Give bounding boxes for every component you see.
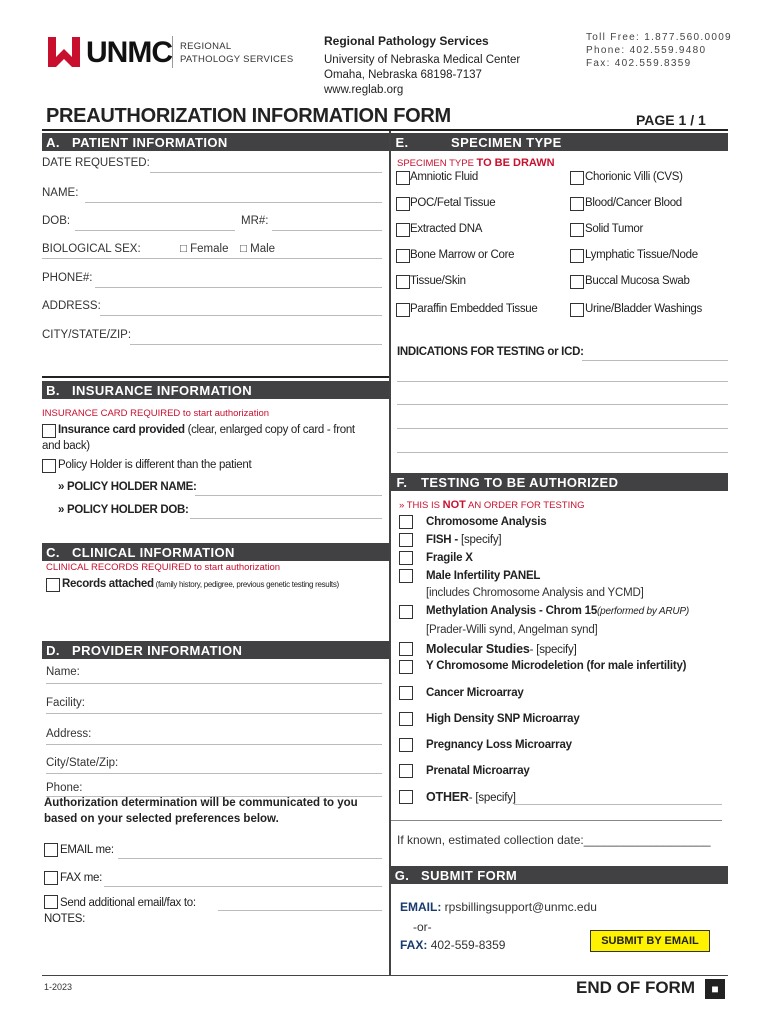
fragile-x-label: Fragile X <box>426 552 473 564</box>
specimen-label: Chorionic Villi (CVS) <box>585 171 683 183</box>
specimen-checkbox[interactable] <box>396 275 410 289</box>
auth-note-line-2: based on your selected preferences below. <box>44 813 279 825</box>
phone-field[interactable] <box>95 287 382 288</box>
records-bold: Records attached <box>62 578 154 590</box>
fax-me-label: FAX me: <box>60 872 102 884</box>
notes-label: NOTES: <box>44 913 86 925</box>
end-of-form: END OF FORM <box>576 978 695 997</box>
section-letter: C. <box>46 544 60 560</box>
section-c-header <box>42 543 389 561</box>
section-title: PATIENT INFORMATION <box>72 134 228 150</box>
specimen-checkbox[interactable] <box>396 171 410 185</box>
specimen-label: Tissue/Skin <box>410 275 466 287</box>
provider-name-label: Name: <box>46 666 80 678</box>
address-field[interactable] <box>100 315 382 316</box>
policy-holder-name-label: » POLICY HOLDER NAME: <box>58 481 197 493</box>
methylation-name: Methylation Analysis - Chrom 15 <box>426 605 598 617</box>
provider-city-label: City/State/Zip: <box>46 757 119 769</box>
methylation-label <box>426 605 689 617</box>
specimen-checkbox[interactable] <box>570 275 584 289</box>
form-version: 1-2023 <box>44 982 73 992</box>
org-line-2: Omaha, Nebraska 68198-7137 <box>324 69 482 81</box>
address-label: ADDRESS: <box>42 300 101 312</box>
pregnancy-loss-label: Pregnancy Loss Microarray <box>426 739 572 751</box>
phone: Phone: 402.559.9480 <box>586 45 707 56</box>
indications-line-2[interactable] <box>397 381 728 382</box>
section-b-rule <box>42 376 389 378</box>
email-me-label: EMAIL me: <box>60 844 114 856</box>
mr-label: MR#: <box>241 215 269 227</box>
logo-text: UNMC <box>86 36 172 69</box>
specimen-label: Lymphatic Tissue/Node <box>585 249 698 261</box>
fish-label <box>426 534 501 546</box>
form-title: PREAUTHORIZATION INFORMATION FORM <box>46 105 451 127</box>
left-bottom-rule <box>42 975 389 976</box>
specimen-checkbox[interactable] <box>396 223 410 237</box>
section-a-header <box>42 133 389 151</box>
y-chromosome-label: Y Chromosome Microdeletion (for male infertility) <box>426 660 687 672</box>
indications-field[interactable] <box>582 360 728 361</box>
org-title: Regional Pathology Services <box>324 34 489 48</box>
not-an-order-note <box>399 499 584 511</box>
indications-label: INDICATIONS FOR TESTING or ICD: <box>397 346 584 358</box>
dob-field[interactable] <box>75 230 235 231</box>
indications-line-5[interactable] <box>397 452 728 453</box>
insurance-card-rest: (clear, enlarged copy of card - front <box>184 424 355 436</box>
chromosome-analysis-checkbox[interactable] <box>399 515 413 529</box>
specimen-label: Blood/Cancer Blood <box>585 197 682 209</box>
section-e-header <box>391 133 728 151</box>
snp-microarray-label: High Density SNP Microarray <box>426 713 580 725</box>
specimen-checkbox[interactable] <box>570 223 584 237</box>
insurance-card-bold: Insurance card provided <box>58 424 185 436</box>
send-additional-label: Send additional email/fax to: <box>60 897 196 909</box>
specimen-drawn-prefix: SPECIMEN TYPE <box>397 158 477 169</box>
section-b-header <box>42 381 389 399</box>
send-additional-checkbox[interactable] <box>44 895 58 909</box>
insurance-card-line-2: and back) <box>42 440 90 452</box>
submit-fax-line <box>400 938 505 952</box>
submit-by-email-button[interactable]: SUBMIT BY EMAIL <box>590 930 710 952</box>
methylation-note: (performed by ARUP) <box>597 606 689 617</box>
section-letter: F. <box>396 474 408 490</box>
name-field[interactable] <box>85 202 382 203</box>
male-infertility-checkbox[interactable] <box>399 569 413 583</box>
column-divider <box>389 131 391 976</box>
male-infertility-note: [includes Chromosome Analysis and YCMD] <box>426 587 644 599</box>
specimen-label: Solid Tumor <box>585 223 644 235</box>
provider-address-field[interactable] <box>46 744 382 745</box>
molecular-studies-checkbox[interactable] <box>399 642 413 656</box>
cancer-microarray-label: Cancer Microarray <box>426 687 524 699</box>
facility-field[interactable] <box>46 713 382 714</box>
specimen-checkbox[interactable] <box>570 171 584 185</box>
section-title: PROVIDER INFORMATION <box>72 642 243 658</box>
date-requested-label: DATE REQUESTED: <box>42 157 150 169</box>
city-field[interactable] <box>130 344 382 345</box>
specimen-checkbox[interactable] <box>396 303 410 317</box>
other-field[interactable] <box>514 804 722 805</box>
records-note: (family history, pedigree, previous genetic testing results) <box>153 580 339 589</box>
not-order-emphasis: NOT <box>442 499 466 511</box>
right-bottom-rule <box>391 975 728 976</box>
phone-label: PHONE#: <box>42 272 93 284</box>
fax: Fax: 402.559.8359 <box>586 58 692 69</box>
chromosome-analysis-label: Chromosome Analysis <box>426 516 547 528</box>
y-chromosome-checkbox[interactable] <box>399 660 413 674</box>
fax-me-field[interactable] <box>104 886 382 887</box>
logo-sub-line-1: REGIONAL <box>180 41 232 52</box>
cancer-microarray-checkbox[interactable] <box>399 686 413 700</box>
name-label: NAME: <box>42 187 79 199</box>
not-order-suffix: AN ORDER FOR TESTING <box>465 500 585 511</box>
prenatal-microarray-checkbox[interactable] <box>399 764 413 778</box>
section-f-header <box>391 473 728 491</box>
specimen-label: Extracted DNA <box>410 223 483 235</box>
provider-city-field[interactable] <box>46 773 382 774</box>
end-square-icon: ■ <box>705 979 725 999</box>
female-checkbox[interactable]: □ Female <box>180 243 229 255</box>
insurance-card-label <box>58 424 355 436</box>
section-title: SUBMIT FORM <box>421 867 518 883</box>
section-letter: G. <box>394 867 410 883</box>
auth-note-line-1: Authorization determination will be communicated to you <box>44 797 358 809</box>
policy-holder-dob-label: » POLICY HOLDER DOB: <box>58 504 189 516</box>
section-title: SPECIMEN TYPE <box>451 134 562 150</box>
specimen-drawn-emphasis: TO BE DRAWN <box>476 157 555 169</box>
other-note: - [specify] <box>468 792 516 804</box>
org-line-1: University of Nebraska Medical Center <box>324 54 521 66</box>
molecular-name: Molecular Studies <box>426 642 530 656</box>
section-title: TESTING TO BE AUTHORIZED <box>421 474 619 490</box>
specimen-checkbox[interactable] <box>396 249 410 263</box>
collection-date-label[interactable]: If known, estimated collection date:___________________ <box>397 833 711 847</box>
org-website[interactable]: www.reglab.org <box>324 84 404 96</box>
email-me-field[interactable] <box>118 858 382 859</box>
logo-divider <box>172 36 173 68</box>
date-requested-field[interactable] <box>150 172 382 173</box>
fragile-x-checkbox[interactable] <box>399 551 413 565</box>
email-me-checkbox[interactable] <box>44 843 58 857</box>
specimen-label: Paraffin Embedded Tissue <box>410 303 538 315</box>
specimen-label: Urine/Bladder Washings <box>585 303 702 315</box>
prenatal-microarray-label: Prenatal Microarray <box>426 765 530 777</box>
submit-fax-label: FAX: <box>400 938 428 952</box>
clinical-required-note: CLINICAL RECORDS REQUIRED to start authorization <box>46 562 281 573</box>
section-letter: D. <box>46 642 60 658</box>
submit-fax-value: 402-559-8359 <box>430 938 506 952</box>
specimen-label: Buccal Mucosa Swab <box>585 275 690 287</box>
title-rule <box>42 129 728 131</box>
male-infertility-label: Male Infertility PANEL <box>426 570 541 582</box>
submit-email-line <box>400 900 597 914</box>
section-g-header <box>391 866 728 884</box>
toll-free: Toll Free: 1.877.560.0009 <box>586 32 732 43</box>
molecular-note: - [specify] <box>529 644 577 656</box>
specimen-label: Amniotic Fluid <box>410 171 479 183</box>
fish-checkbox[interactable] <box>399 533 413 547</box>
specimen-checkbox[interactable] <box>396 197 410 211</box>
facility-label: Facility: <box>46 697 85 709</box>
send-additional-field[interactable] <box>218 910 382 911</box>
prader-note: [Prader-Willi synd, Angelman synd] <box>426 624 598 636</box>
city-label: CITY/STATE/ZIP: <box>42 329 132 341</box>
section-letter: B. <box>46 382 60 398</box>
policy-holder-diff-checkbox[interactable] <box>42 459 56 473</box>
policy-holder-dob-field[interactable] <box>190 518 382 519</box>
records-attached-checkbox[interactable] <box>46 578 60 592</box>
section-letter: E. <box>395 134 409 150</box>
indications-line-3[interactable] <box>397 404 728 405</box>
molecular-studies-label <box>426 642 577 656</box>
not-order-prefix: » THIS IS <box>399 500 443 511</box>
unmc-logo-mark-icon <box>46 35 82 69</box>
provider-name-field[interactable] <box>46 683 382 684</box>
mr-field[interactable] <box>272 230 382 231</box>
section-d-header <box>42 641 389 659</box>
insurance-required-note: INSURANCE CARD REQUIRED to start authorization <box>42 408 270 419</box>
logo-subtitle <box>180 40 293 66</box>
page-number: PAGE 1 / 1 <box>636 112 706 128</box>
dob-label: DOB: <box>42 215 71 227</box>
methylation-checkbox[interactable] <box>399 605 413 619</box>
snp-microarray-checkbox[interactable] <box>399 712 413 726</box>
policy-holder-name-field[interactable] <box>195 495 382 496</box>
specimen-drawn-note <box>397 157 555 169</box>
other-label <box>426 790 516 804</box>
specimen-label: POC/Fetal Tissue <box>410 197 496 209</box>
logo-sub-line-2: PATHOLOGY SERVICES <box>180 54 294 65</box>
fish-note: [specify] <box>461 534 502 546</box>
provider-phone-label: Phone: <box>46 782 83 794</box>
pregnancy-loss-checkbox[interactable] <box>399 738 413 752</box>
provider-address-label: Address: <box>46 728 92 740</box>
section-title: CLINICAL INFORMATION <box>72 544 235 560</box>
indications-line-4[interactable] <box>397 428 728 429</box>
testing-bottom-rule <box>391 820 722 821</box>
specimen-checkbox[interactable] <box>570 303 584 317</box>
submit-email-value[interactable]: rpsbillingsupport@unmc.edu <box>444 900 597 914</box>
sex-rule <box>42 258 382 259</box>
section-title: INSURANCE INFORMATION <box>72 382 253 398</box>
insurance-card-checkbox[interactable] <box>42 424 56 438</box>
section-letter: A. <box>46 134 60 150</box>
specimen-label: Bone Marrow or Core <box>410 249 515 261</box>
other-checkbox[interactable] <box>399 790 413 804</box>
fax-me-checkbox[interactable] <box>44 871 58 885</box>
records-attached-label <box>62 578 339 590</box>
submit-or: -or- <box>413 920 432 934</box>
sex-label: BIOLOGICAL SEX: <box>42 243 141 255</box>
specimen-checkbox[interactable] <box>570 249 584 263</box>
policy-holder-diff-label: Policy Holder is different than the patient <box>58 459 252 471</box>
fish-name: FISH - <box>426 534 462 546</box>
submit-email-label: EMAIL: <box>400 900 442 914</box>
other-name: OTHER <box>426 790 469 804</box>
male-checkbox[interactable]: □ Male <box>240 243 276 255</box>
specimen-checkbox[interactable] <box>570 197 584 211</box>
